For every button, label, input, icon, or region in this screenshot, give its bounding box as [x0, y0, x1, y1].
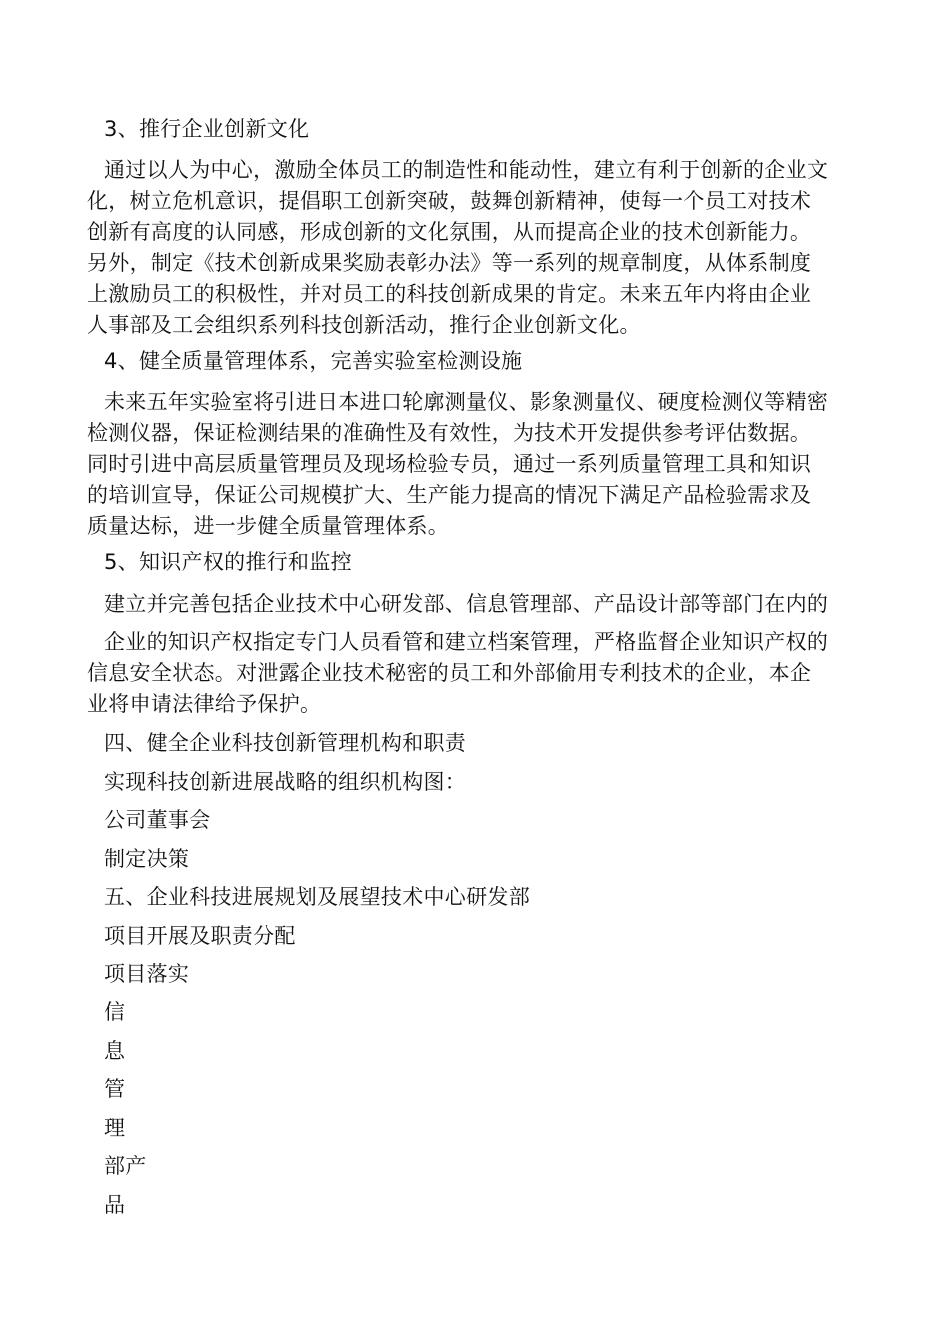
paragraph-line: 信息安全状态。对泄露企业技术秘密的员工和外部偷用专利技术的企业，本企 [87, 661, 812, 685]
paragraph-line: 未来五年实验室将引进日本进口轮廓测量仪、影象测量仪、硬度检测仪等精密 [104, 390, 829, 414]
section-four-heading: 四、健全企业科技创新管理机构和职责 [104, 731, 467, 755]
org-node: 项目开展及职责分配 [104, 924, 296, 948]
org-node-vertical-char: 理 [104, 1116, 126, 1140]
paragraph-line: 同时引进中高层质量管理员及现场检验专员，通过一系列质量管理工具和知识 [87, 452, 812, 476]
section-4-heading: 4、健全质量管理体系，完善实验室检测设施 [104, 349, 523, 373]
paragraph-line: 检测仪器，保证检测结果的准确性及有效性，为技术开发提供参考评估数据。 [87, 421, 812, 445]
org-node-vertical-char: 息 [104, 1039, 126, 1063]
org-node: 制定决策 [104, 847, 190, 871]
paragraph-line: 创新有高度的认同感，形成创新的文化氛围，从而提高企业的技术创新能力。 [87, 220, 812, 244]
paragraph-line: 上激励员工的积极性，并对员工的科技创新成果的肯定。未来五年内将由企业 [87, 282, 812, 306]
paragraph-line: 建立并完善包括企业技术中心研发部、信息管理部、产品设计部等部门在内的 [104, 592, 829, 616]
paragraph-line: 通过以人为中心，激励全体员工的制造性和能动性，建立有利于创新的企业文 [104, 158, 829, 182]
org-node-vertical-char: 品 [104, 1193, 126, 1217]
paragraph-line: 质量达标，进一步健全质量管理体系。 [87, 514, 450, 538]
org-node-vertical-char: 信 [104, 1000, 126, 1024]
paragraph-line: 化，树立危机意识，提倡职工创新突破，鼓舞创新精神，使每一个员工对技术 [87, 189, 812, 213]
section-5-heading: 5、知识产权的推行和监控 [104, 550, 352, 574]
org-node: 项目落实 [104, 962, 190, 986]
paragraph-line: 业将申请法律给予保护。 [87, 692, 322, 716]
org-node-vertical-char: 管 [104, 1077, 126, 1101]
org-node: 公司董事会 [104, 808, 211, 832]
paragraph-line: 另外，制定《技术创新成果奖励表彰办法》等一系列的规章制度，从体系制度 [87, 251, 812, 275]
org-chart-caption: 实现科技创新进展战略的组织机构图： [104, 770, 467, 794]
section-five-heading: 五、企业科技进展规划及展望技术中心研发部 [104, 885, 530, 909]
org-node-vertical-char: 部产 [104, 1154, 147, 1178]
paragraph-line: 人事部及工会组织系列科技创新活动，推行企业创新文化。 [87, 313, 641, 337]
paragraph-line: 企业的知识产权指定专门人员看管和建立档案管理，严格监督企业知识产权的 [104, 630, 829, 654]
paragraph-line: 的培训宣导，保证公司规模扩大、生产能力提高的情况下满足产品检验需求及 [87, 483, 812, 507]
section-3-heading: 3、推行企业创新文化 [104, 117, 310, 141]
